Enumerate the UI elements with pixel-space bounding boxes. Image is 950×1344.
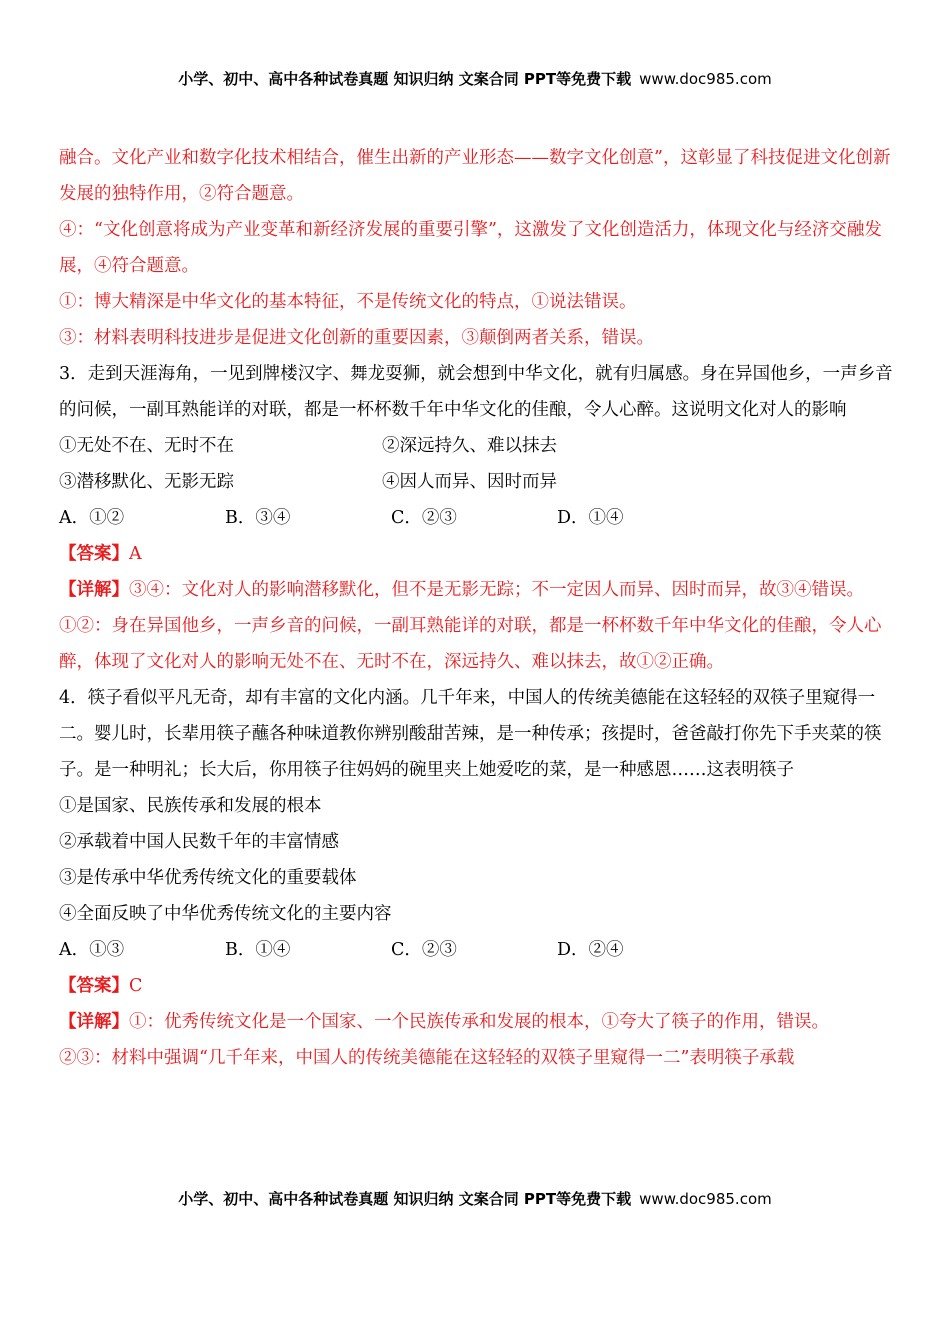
q3-item-4: ④因人而异、因时而异 [382, 472, 557, 492]
q3-item-1: ①无处不在、无时不在 [59, 436, 234, 456]
question-4-stem: 4．筷子看似平凡无奇，却有丰富的文化内涵。几千年来，中国人的传统美德能在这轻轻的双筷子里窥得一二。婴儿时，长辈用筷子蘸各种味道教你辨别酸甜苦辣，是一种传承；孩提时，爸爸敲打你先下手夹菜的筷子。是一种明礼；长大后，你用筷子往妈妈的碗里夹上她爱吃的菜，是一种感恩……这表明筷子 [59, 688, 882, 780]
question-3-stem: 3．走到天涯海角，一见到牌楼汉字、舞龙耍狮，就会想到中华文化，就有归属感。身在异国他乡，一声乡音的问候，一副耳熟能详的对联，都是一杯杯数千年中华文化的佳酿，令人心醉。这说明文化对人的影响 [59, 364, 893, 420]
q4-answer-value: C [129, 976, 143, 996]
document-body [59, 140, 895, 1076]
q3-answer [59, 536, 895, 572]
footer-url[interactable]: www.doc985.com [639, 1190, 772, 1208]
q3-detail-2: ①②：身在异国他乡，一声乡音的问候，一副耳熟能详的对联，都是一杯杯数千年中华文化的佳酿，令人心醉，体现了文化对人的影响无处不在、无时不在，深远持久、难以抹去，故①②正确。 [59, 616, 882, 672]
q4-choice-d: D．②④ [557, 940, 624, 960]
question-3-items-row-1 [59, 428, 895, 464]
continuation-para-4: ③：材料表明科技进步是促进文化创新的重要因素，③颠倒两者关系，错误。 [59, 328, 654, 348]
continuation-para-2: ④：“文化创意将成为产业变革和新经济发展的重要引擎”，这激发了文化创造活力，体现文化与经济交融发展，④符合题意。 [59, 220, 882, 276]
q3-choice-d: D．①④ [557, 508, 624, 528]
page-header [0, 68, 950, 89]
q4-answer [59, 968, 895, 1004]
q4-choice-a: A．①③ [59, 940, 125, 960]
q4-item-1: ①是国家、民族传承和发展的根本 [59, 796, 322, 816]
q3-choice-b: B．③④ [225, 508, 291, 528]
q4-detail-1 [59, 1004, 895, 1040]
q4-choice-c: C．②③ [391, 940, 457, 960]
q4-item-2: ②承载着中国人民数千年的丰富情感 [59, 832, 339, 852]
q3-detail-1 [59, 572, 895, 608]
q3-choice-a: A．①② [59, 508, 125, 528]
question-3-items-row-2 [59, 464, 895, 500]
q3-answer-value: A [129, 544, 142, 564]
q3-answer-label: 【答案】 [59, 544, 129, 564]
continuation-para-3: ①：博大精深是中华文化的基本特征，不是传统文化的特点，①说法错误。 [59, 292, 637, 312]
header-url[interactable]: www.doc985.com [639, 70, 772, 88]
q4-detail-label: 【详解】 [59, 1012, 129, 1032]
q3-detail-label: 【详解】 [59, 580, 129, 600]
page-footer [0, 1188, 950, 1209]
q3-item-3: ③潜移默化、无影无踪 [59, 472, 234, 492]
q4-item-3: ③是传承中华优秀传统文化的重要载体 [59, 868, 357, 888]
q4-detail-2: ②③：材料中强调“几千年来，中国人的传统美德能在这轻轻的双筷子里窥得一二”表明筷子承载 [59, 1048, 795, 1068]
q3-detail-text-1: ③④：文化对人的影响潜移默化，但不是无影无踪；不一定因人而异、因时而异，故③④错误。 [129, 580, 864, 600]
continuation-para-1: 融合。文化产业和数字化技术相结合，催生出新的产业形态——数字文化创意”，这彰显了科技促进文化创新发展的独特作用，②符合题意。 [59, 148, 891, 204]
q3-choice-c: C．②③ [391, 508, 457, 528]
q4-answer-label: 【答案】 [59, 976, 129, 996]
footer-text: 小学、初中、高中各种试卷真题 知识归纳 文案合同 PPT等免费下载 [178, 1190, 632, 1208]
q3-item-2: ②深远持久、难以抹去 [382, 436, 557, 456]
header-text: 小学、初中、高中各种试卷真题 知识归纳 文案合同 PPT等免费下载 [178, 70, 632, 88]
q4-item-4: ④全面反映了中华优秀传统文化的主要内容 [59, 904, 392, 924]
question-3-choices [59, 500, 895, 536]
question-4-choices [59, 932, 895, 968]
q4-choice-b: B．①④ [225, 940, 291, 960]
q4-detail-text-1: ①：优秀传统文化是一个国家、一个民族传承和发展的根本，①夸大了筷子的作用，错误。 [129, 1012, 829, 1032]
